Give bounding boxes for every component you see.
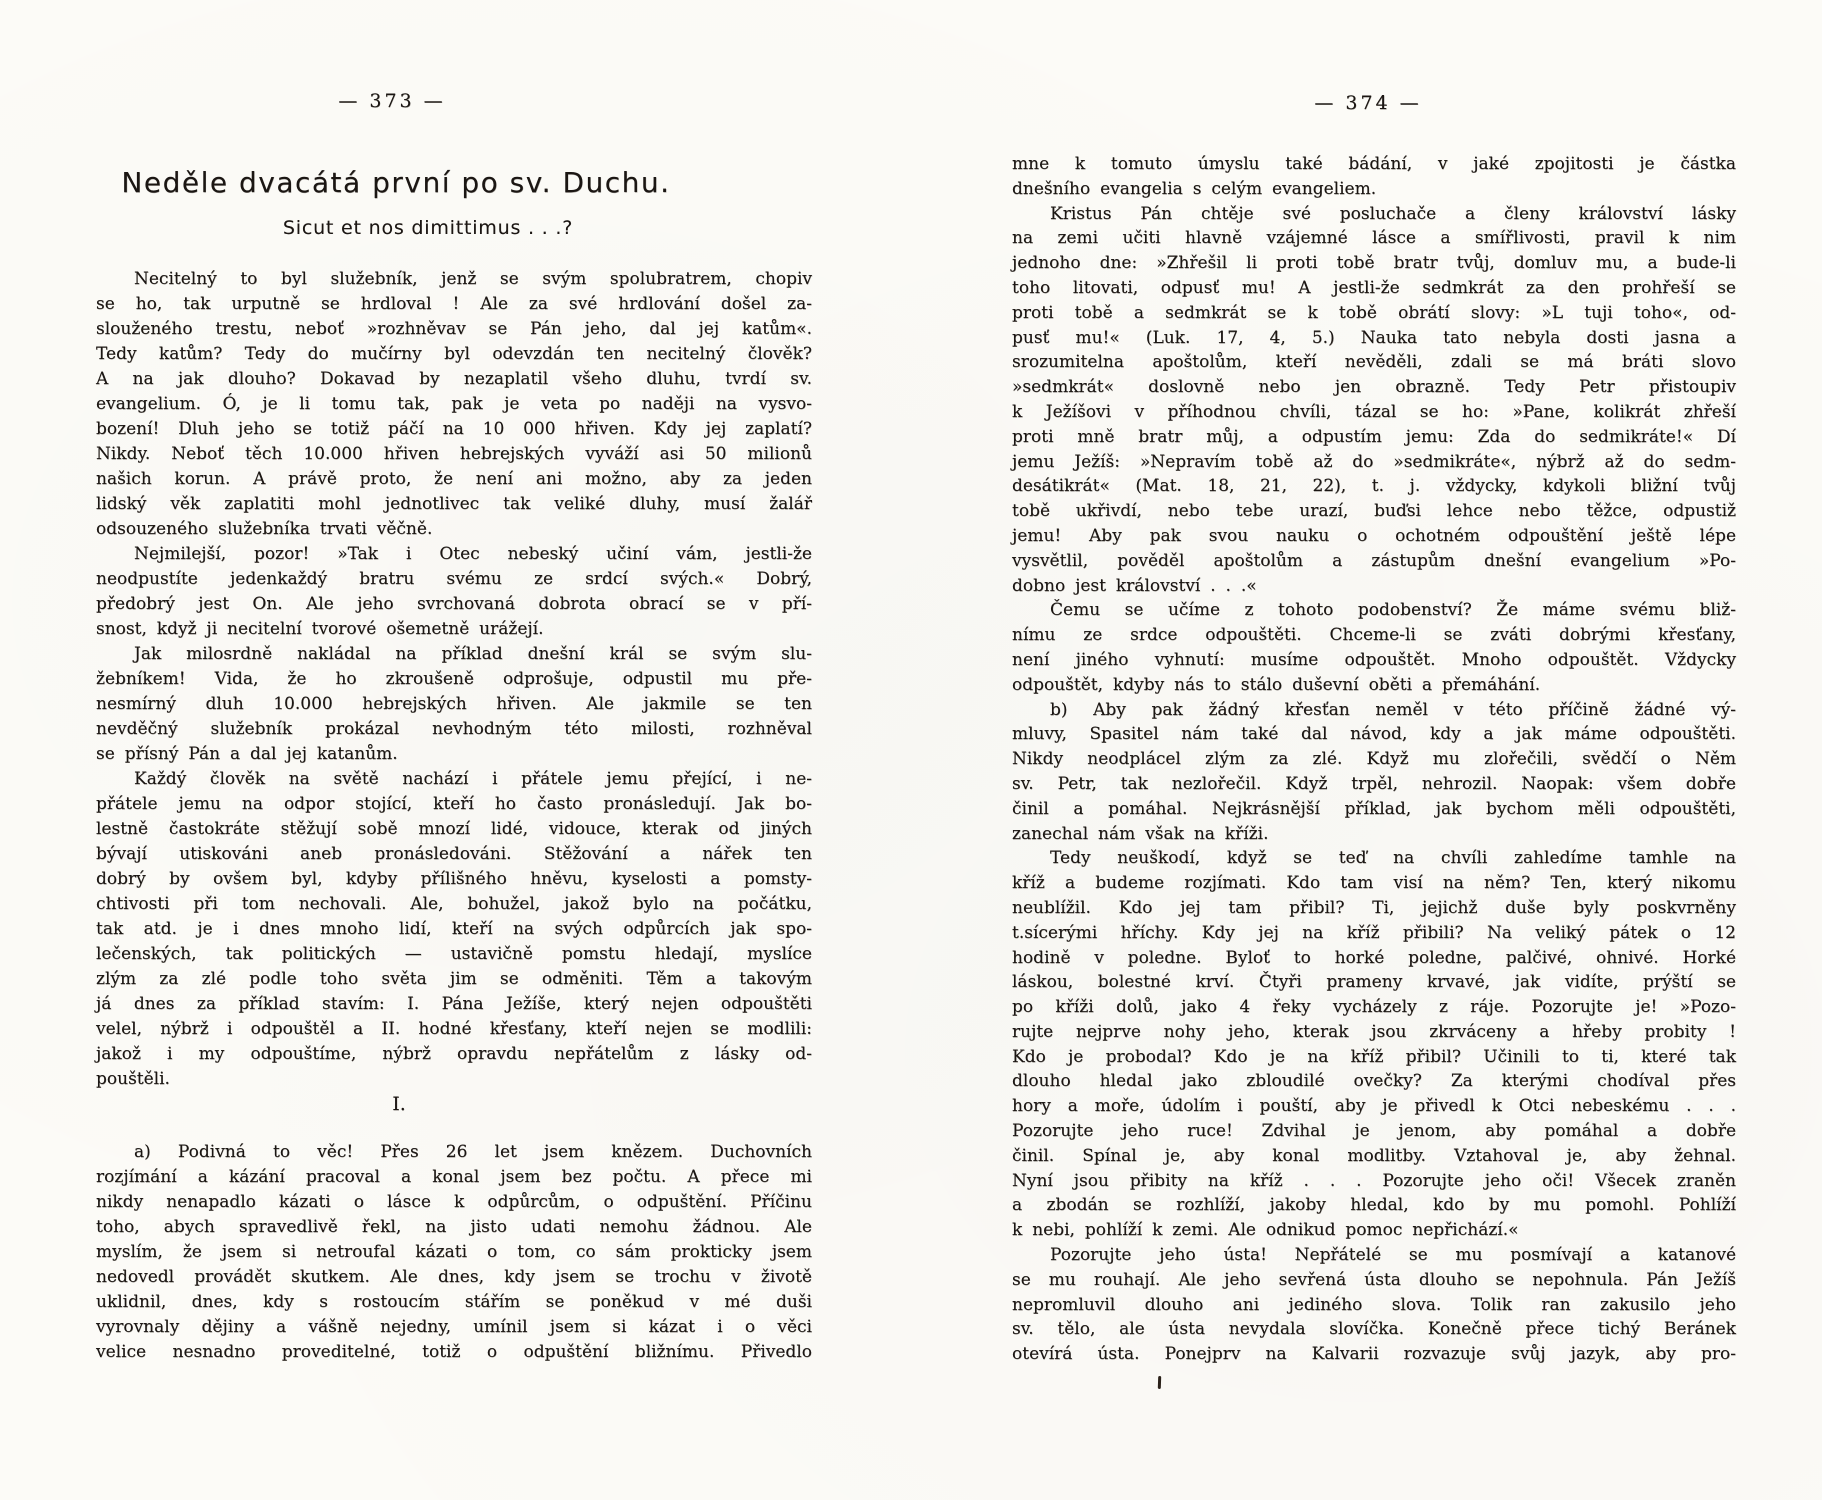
text-line: dobrý by ovšem byl, kdyby přílišného hněvu, kyselosti a pomsty-	[96, 869, 812, 889]
text-line: bývají utiskováni aneb pronásledováni. Stěžování a nářek ten	[96, 844, 812, 864]
text-line: na zemi učiti hlavně vzájemné lásce a smířlivosti, pravil k nim	[1012, 228, 1736, 249]
text-line: Jak milosrdně nakládal na příklad dnešní král se svým slu-	[134, 644, 812, 664]
text-line: vyrovnaly dějiny a vášně nejedny, umínil jsem si kázat i o věci	[96, 1317, 812, 1337]
paragraph	[96, 767, 812, 1092]
text-line: Tedy katům? Tedy do mučírny byl odevzdán ten necitelný člověk?	[96, 344, 812, 364]
text-line: rozjímání a kázání pracoval a konal jsem bez počtu. A přece mi	[96, 1167, 812, 1187]
text-line: není jiného vyhnutí: musíme odpouštět. Mnoho odpouštět. Vždycky	[1012, 649, 1736, 670]
text-line: dobno jest království . . .«	[1012, 575, 1257, 596]
page-number-right: — 374 —	[1314, 92, 1422, 114]
text-line: činil. Spínal je, aby konal modlitby. Vztahoval je, aby žehnal.	[1012, 1145, 1736, 1166]
text-line: Necitelný to byl služebník, jenž se svým spolubratrem, chopiv	[134, 269, 812, 289]
paragraph	[96, 1140, 812, 1365]
text-line: proti tobě a sedmkrát se k tobě obrátí slovy: »L tuji toho«, od-	[1012, 302, 1736, 323]
text-line: Nejmilejší, pozor! »Tak i Otec nebeský učiní vám, jestli-že	[134, 544, 812, 564]
text-line: zanechal nám však na kříži.	[1012, 823, 1269, 844]
text-line: proti mně bratr můj, a odpustím jemu: Zda do sedmikráte!« Dí	[1012, 426, 1736, 447]
text-line: lestně častokráte stěžují sobě mnozí lidé, vidouce, kterak od jiných	[96, 819, 812, 839]
text-line: se mu rouhají. Ale jeho sevřená ústa dlouho se nepohnula. Pán Ježíš	[1012, 1269, 1736, 1290]
text-line: předobrý jest On. Ale jeho svrchovaná dobrota obrací se v pří-	[96, 594, 812, 614]
text-line: nímu ze srdce odpouštěti. Chceme-li se zváti dobrými křesťany,	[1012, 625, 1736, 646]
paragraph	[1012, 698, 1736, 847]
text-line: lečenských, tak politických — ustavičně pomstu hledají, myslíce	[96, 944, 812, 964]
text-column-right	[1012, 152, 1736, 1367]
text-line: vysvětlil, pověděl apoštolům a zástupům dnešní evangelium »Po-	[1012, 550, 1736, 571]
text-line: po kříži dolů, jako 4 řeky vycházely z ráje. Pozorujte je! »Pozo-	[1012, 997, 1736, 1018]
text-line: neodpustíte jedenkaždý bratru svému ze srdcí svých.« Dobrý,	[96, 569, 812, 589]
text-line: nikdy nenapadlo kázati o lásce k odpůrcům, o odpuštění. Příčinu	[96, 1192, 812, 1212]
text-line: nepromluvil dlouho ani jediného slova. Tolik ran zakusilo jeho	[1012, 1294, 1736, 1315]
text-line: rujte nejprve nohy jeho, kterak jsou zkrváceny a hřeby probity !	[1012, 1021, 1736, 1042]
text-line: A na jak dlouho? Dokavad by nezaplatil všeho dluhu, tvrdí sv.	[96, 369, 812, 389]
text-line: k nebi, pohlíží k zemi. Ale odnikud pomoc nepřichází.«	[1012, 1220, 1519, 1241]
page-number-left: — 373 —	[338, 90, 446, 112]
sermon-title: Neděle dvacátá první po sv. Duchu.	[121, 166, 671, 199]
text-line: Tedy neuškodí, když se teď na chvíli zahledíme tamhle na	[1050, 848, 1736, 869]
text-line: Kdo je probodal? Kdo je na kříž přibil? Učinili to ti, které tak	[1012, 1046, 1736, 1067]
page-373	[96, 90, 812, 1365]
text-line: přátele jemu na odpor stojící, kteří ho často pronásledují. Jak bo-	[96, 794, 812, 814]
text-line: desátikrát« (Mat. 18, 21, 22), t. j. vždycky, kdykoli bližní tvůj	[1012, 476, 1736, 497]
paragraph	[1012, 598, 1736, 697]
text-line: odsouzeného služebníka trvati věčně.	[96, 519, 433, 539]
text-line: dnešního evangelia s celým evangeliem.	[1012, 178, 1377, 199]
text-line: a) Podivná to věc! Přes 26 let jsem knězem. Duchovních	[134, 1142, 812, 1162]
text-line: snost, když ji necitelní tvorové ošemetně urážejí.	[96, 619, 544, 639]
text-line: a zbodán se rozhlíží, jakoby hledal, kdo by mu pomohl. Pohlíží	[1012, 1195, 1736, 1216]
text-line: zlým za zlé podle toho světa jim se odměniti. Těm a takovým	[96, 969, 812, 989]
text-line: t.sícerými hříchy. Kdy jej na kříž přibili? Na veliký pátek o 12	[1012, 922, 1736, 943]
text-line: b) Aby pak žádný křesťan neměl v této příčině žádné vý-	[1050, 699, 1736, 720]
text-line: srozumitelna apoštolům, kteří nevěděli, zdali se má bráti slovo	[1012, 352, 1736, 373]
paragraph	[96, 267, 812, 542]
text-line: nedovedl provádět skutkem. Ale dnes, kdy jsem se trochu v životě	[96, 1267, 812, 1287]
text-line: tobě ukřivdí, nebo tebe urazí, buďsi lehce nebo těžce, odpustiž	[1012, 501, 1736, 522]
section-heading: I.	[392, 1093, 406, 1115]
text-line: k Ježíšovi v příhodnou chvíli, tázal se ho: »Pane, kolikrát zhřeší	[1012, 401, 1736, 422]
text-line: jakož i my odpouštíme, nýbrž opravdu nepřátelům z lásky od-	[96, 1044, 812, 1064]
paragraph	[1012, 846, 1736, 1243]
text-line: lidský věk zaplatiti mohl jednotlivec tak veliké dluhy, musí žalář	[96, 494, 812, 514]
text-line: Čemu se učíme z tohoto podobenství? Že máme svému bliž-	[1050, 600, 1736, 621]
text-line: hodině v poledne. Byloť to horké poledne, palčivé, ohnivé. Horké	[1012, 947, 1736, 968]
text-line: »sedmkrát« doslovně nebo jen obrazně. Tedy Petr přistoupiv	[1012, 377, 1736, 398]
text-line: Nyní jsou přibity na kříž . . . Pozorujte jeho oči! Všecek zraněn	[1012, 1170, 1736, 1191]
text-line: myslím, že jsem si netroufal kázati o tom, co sám prokticky jsem	[96, 1242, 812, 1262]
text-line: dlouho hledal jako zbloudilé ovečky? Za kterými chodíval přes	[1012, 1071, 1736, 1092]
text-line: se ho, tak urputně se hrdloval ! Ale za své hrdlování došel za-	[96, 294, 812, 314]
text-line: našich korun. A právě proto, že není ani možno, aby za jeden	[96, 469, 812, 489]
text-line: uklidnil, dnes, kdy s rostoucím stářím se poněkud v mé duši	[96, 1292, 812, 1312]
paragraph	[1012, 202, 1736, 599]
text-line: láskou, bolestné krví. Čtyři prameny krvavé, jak vidíte, prýští se	[1012, 972, 1736, 993]
paragraph	[96, 642, 812, 767]
text-line: tak atd. je i dnes mnoho lidí, kteří na svých odpůrcích jak spo-	[96, 919, 812, 939]
paragraph	[1012, 1243, 1736, 1367]
text-line: evangelium. Ó, je li tomu tak, pak je veta po naději na vysvo-	[96, 394, 812, 414]
text-line: chtivosti při tom nechovali. Ale, bohužel, jakož bylo na počátku,	[96, 894, 812, 914]
text-line: Pozorujte jeho ruce! Zdvihal je jenom, aby pomáhal a dobře	[1012, 1121, 1736, 1142]
text-line: jemu Ježíš: »Nepravím tobě až do »sedmikráte«, nýbrž až do sedm-	[1012, 451, 1736, 472]
text-line: otevírá ústa. Ponejprv na Kalvarii rozvazuje svůj jazyk, aby pro-	[1012, 1344, 1736, 1365]
text-line: bození! Dluh jeho se totiž páčí na 10 000 hřiven. Kdy jej zaplatí?	[96, 419, 812, 439]
paragraph	[96, 542, 812, 642]
text-line: pusť mu!« (Luk. 17, 4, 5.) Nauka tato nebyla dosti jasna a	[1012, 327, 1736, 348]
text-line: sv. tělo, ale ústa nevydala slovíčka. Konečně přece tichý Beránek	[1012, 1319, 1736, 1340]
text-line: Pozorujte jeho ústa! Nepřátelé se mu posmívají a katanové	[1050, 1245, 1736, 1266]
text-line: kříž a budeme rozjímati. Kdo tam visí na něm? Ten, který nikomu	[1012, 873, 1736, 894]
text-line: Nikdy neodplácel zlým za zlé. Když mu zlořečili, svědčí o Něm	[1012, 749, 1736, 770]
text-line: žebníkem! Vida, že ho zkroušeně odprošuje, odpustil mu pře-	[96, 669, 812, 689]
page-374	[1012, 92, 1736, 1367]
text-line: nevděčný služebník prokázal nevhodným této milosti, rozhněval	[96, 719, 812, 739]
text-line: neublížil. Kdo jej tam přibil? Ti, jejichž duše byly poskvrněny	[1012, 897, 1736, 918]
sermon-subtitle: Sicut et nos dimittimus . . .?	[282, 217, 574, 239]
text-line: jednoho dne: »Zhřešil li proti tobě bratr tvůj, domluv mu, a bude-li	[1012, 253, 1736, 274]
ink-mark-artifact	[1158, 1374, 1163, 1391]
text-line: jemu! Aby pak svou nauku o ochotném odpouštění ještě lépe	[1012, 525, 1736, 546]
text-line: toho litovati, odpusť mu! A jestli-že sedmkrát za den prohřeší se	[1012, 277, 1736, 298]
text-line: mne k tomuto úmyslu také bádání, v jaké zpojitosti je částka	[1012, 154, 1736, 174]
text-line: nesmírný dluh 10.000 hebrejských hřiven. Ale jakmile se ten	[96, 694, 812, 714]
text-line: se přísný Pán a dal jej katanům.	[96, 744, 398, 764]
text-line: pouštěli.	[96, 1069, 170, 1089]
text-line: sv. Petr, tak nezlořečil. Když trpěl, nehrozil. Naopak: všem dobře	[1012, 773, 1736, 794]
text-line: Každý člověk na světě nachází i přátele jemu přející, i ne-	[134, 769, 812, 789]
text-line: Kristus Pán chtěje své posluchače a členy království lásky	[1050, 203, 1736, 224]
text-line: velel, nýbrž i odpouštěl a II. hodné křesťany, kteří nejen se modlili:	[96, 1019, 812, 1039]
text-line: slouženého trestu, neboť »rozhněvav se Pán jeho, dal jej katům«.	[96, 319, 812, 339]
text-line: velice nesnadno proveditelné, totiž o odpuštění bližnímu. Přivedlo	[96, 1342, 812, 1362]
text-line: činil a pomáhal. Nejkrásnější příklad, jak bychom měli odpouštěti,	[1012, 798, 1736, 819]
text-line: já dnes za příklad stavím: I. Pána Ježíše, který nejen odpouštěti	[96, 994, 812, 1014]
text-line: mluvy, Spasitel nám také dal návod, kdy a jak máme odpouštěti.	[1012, 724, 1736, 745]
text-line: toho, abych spravedlivě řekl, na jisto udati nemohu žádnou. Ale	[96, 1217, 812, 1237]
paragraph	[1012, 152, 1736, 202]
text-line: hory a moře, údolím i pouští, aby je přivedl k Otci nebeskému . . .	[1012, 1096, 1736, 1117]
text-line: Nikdy. Neboť těch 10.000 hřiven hebrejských vyváží asi 50 milionů	[96, 444, 812, 464]
text-line: odpouštět, kdyby nás to stálo duševní oběti a přemáhání.	[1012, 674, 1541, 695]
text-column-left	[96, 267, 812, 1365]
